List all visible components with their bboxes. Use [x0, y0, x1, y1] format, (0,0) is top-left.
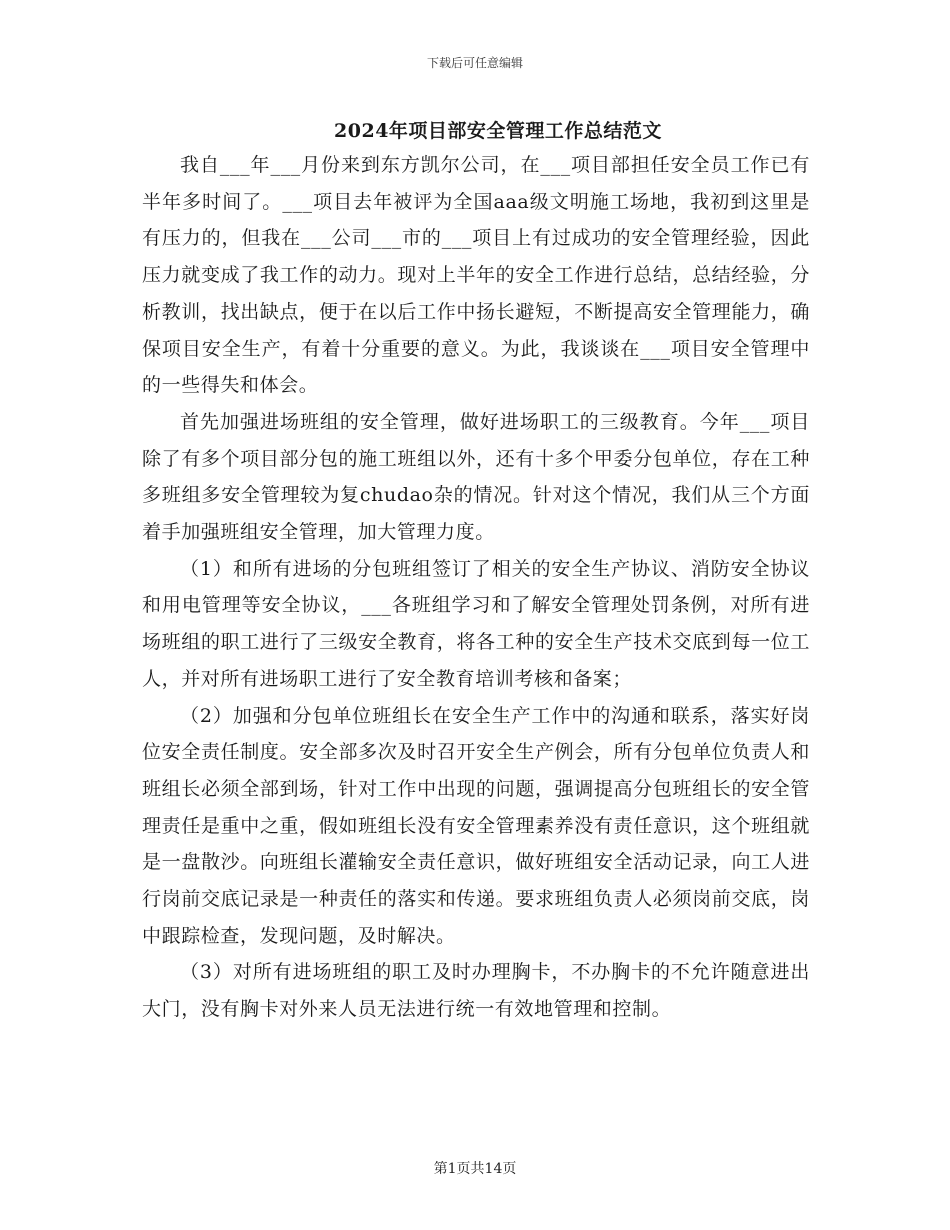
header-note: 下载后可任意编辑 [426, 56, 523, 70]
document-body [142, 147, 810, 1028]
paragraph-item-2: （2）加强和分包单位班组长在安全生产工作中的沟通和联系，落实好岗位安全责任制度。安全部多次及时召开安全生产例会，所有分包单位负责人和班组长必须全部到场，针对工作中出现的问题，强调提高分包班组长的安全管理责任是重中之重，假如班组长没有安全管理素养没有责任意识，这个班组就是一盘散沙。向班组长灌输安全责任意识，做好班组安全活动记录，向工人进行岗前交底记录是一种责任的落实和传递。要求班组负责人必须岗前交底，岗中跟踪检查，发现问题，及时解决。 [142, 704, 810, 947]
paragraph-item-3: （3）对所有进场班组的职工及时办理胸卡，不办胸卡的不允许随意进出大门，没有胸卡对外来人员无法进行统一有效地管理和控制。 [142, 961, 810, 1021]
document-title: 2024年项目部安全管理工作总结范文 [334, 120, 662, 142]
paragraph-team-management: 首先加强进场班组的安全管理，做好进场职工的三级教育。今年___项目除了有多个项目部分包的施工班组以外，还有十多个甲委分包单位，存在工种多班组多安全管理较为复chudao杂的情况。针对这个情况，我们从三个方面着手加强班组安全管理，加大管理力度。 [142, 410, 810, 544]
paragraph-intro: 我自___年___月份来到东方凯尔公司，在___项目部担任安全员工作已有半年多时间了。___项目去年被评为全国aaa级文明施工场地，我初到这里是有压力的，但我在___公司___市的___项目上有过成功的安全管理经验，因此压力就变成了我工作的动力。现对上半年的安全工作进行总结，总结经验，分析教训，找出缺点，便于在以后工作中扬长避短，不断提高安全管理能力，确保项目安全生产，有着十分重要的意义。为此，我谈谈在___项目安全管理中的一些得失和体会。 [142, 154, 810, 397]
paragraph-item-1: （1）和所有进场的分包班组签订了相关的安全生产协议、消防安全协议和用电管理等安全协议，___各班组学习和了解安全管理处罚条例，对所有进场班组的职工进行了三级安全教育，将各工种的安全生产技术交底到每一位工人，并对所有进场职工进行了安全教育培训考核和备案； [142, 557, 810, 690]
page-number: 第1页共14页 [433, 1161, 517, 1177]
